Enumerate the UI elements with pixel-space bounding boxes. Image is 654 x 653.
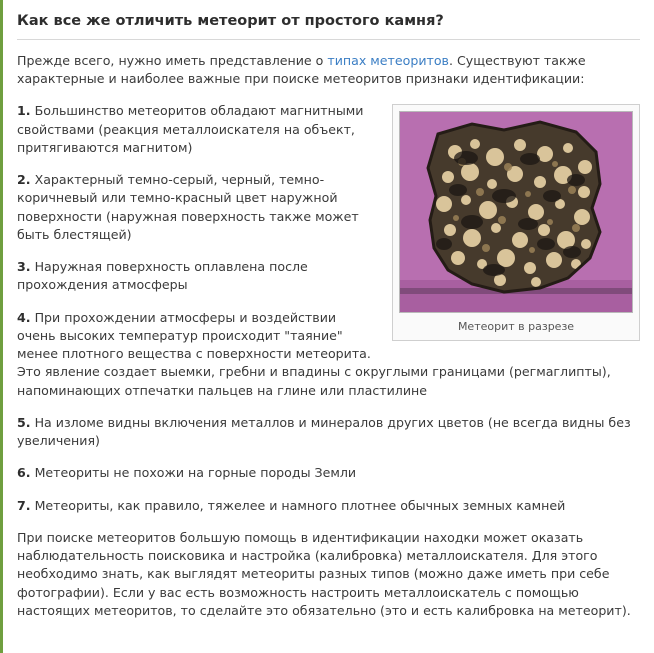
article-inner [3,0,654,620]
list-item-number: 7. [17,497,31,513]
list-item-number: 5. [17,414,31,430]
list-item [17,497,640,515]
intro-text-part2: . Существуют также характерные и наиболее важные при поиске метеоритов признаки идентификации: [17,52,586,87]
page-title: Как все же отличить метеорит от простого камня? [17,13,444,29]
list-item-number: 3. [17,259,31,275]
meteorite-cross-section-photo [399,111,633,313]
list-item-number: 2. [17,172,31,188]
list-item-text: Наружная поверхность оплавлена после прохождения атмосферы [17,259,308,293]
list-item [17,414,640,451]
list-item-number: 1. [17,103,31,119]
list-item-text: Метеориты, как правило, тяжелее и намного плотнее обычных земных камней [30,497,566,513]
list-item-text: Характерный темно-серый, черный, темно-коричневый или темно-красный цвет наружной поверхности (наружная поверхность также может быть блестящей) [17,172,359,242]
intro-paragraph [17,52,640,89]
list-item-text: Большинство метеоритов обладают магнитными свойствами (реакция металлоискателя на объект, притягиваются магнитом) [17,103,364,155]
closing-paragraph: При поиске метеоритов большую помощь в идентификации находки может оказать наблюдательность поисковика и настройка (калибровка) металлоискателя. Для этого необходимо знать, как выглядят метеориты разных типов (можно даже иметь при себе фотографии). Если у вас есть возможность настроить металлоискатель с помощью настоящих метеоритов, то сделайте это обязательно (это и есть калибровка на метеорит). [17,529,631,618]
list-item-text: При прохождении атмосферы и воздействии очень высоких температур происходит "таяние" менее плотного вещества с поверхности метеорита. Это явление создает выемки, гребни и впадины с округлыми границами (регмаглипты), напоминающих отпечатки пальцев на глине или пластилине [17,309,611,398]
list-item-text: Метеориты не похожи на горные породы Земли [30,465,357,481]
list-item [17,464,640,482]
list-item-text: На изломе видны включения металлов и минералов других цветов (не всегда видны без увеличения) [17,414,631,449]
meteorite-types-link[interactable]: типах метеоритов [327,52,449,68]
figure-caption: Метеорит в разрезе [457,320,575,334]
title-divider [17,39,640,40]
meteorite-illustration [400,112,632,312]
list-item-number: 6. [17,465,31,481]
list-item-number: 4. [17,309,31,325]
figure-meteorite [392,104,640,341]
intro-text-part1: Прежде всего, нужно иметь представление о [17,52,328,68]
